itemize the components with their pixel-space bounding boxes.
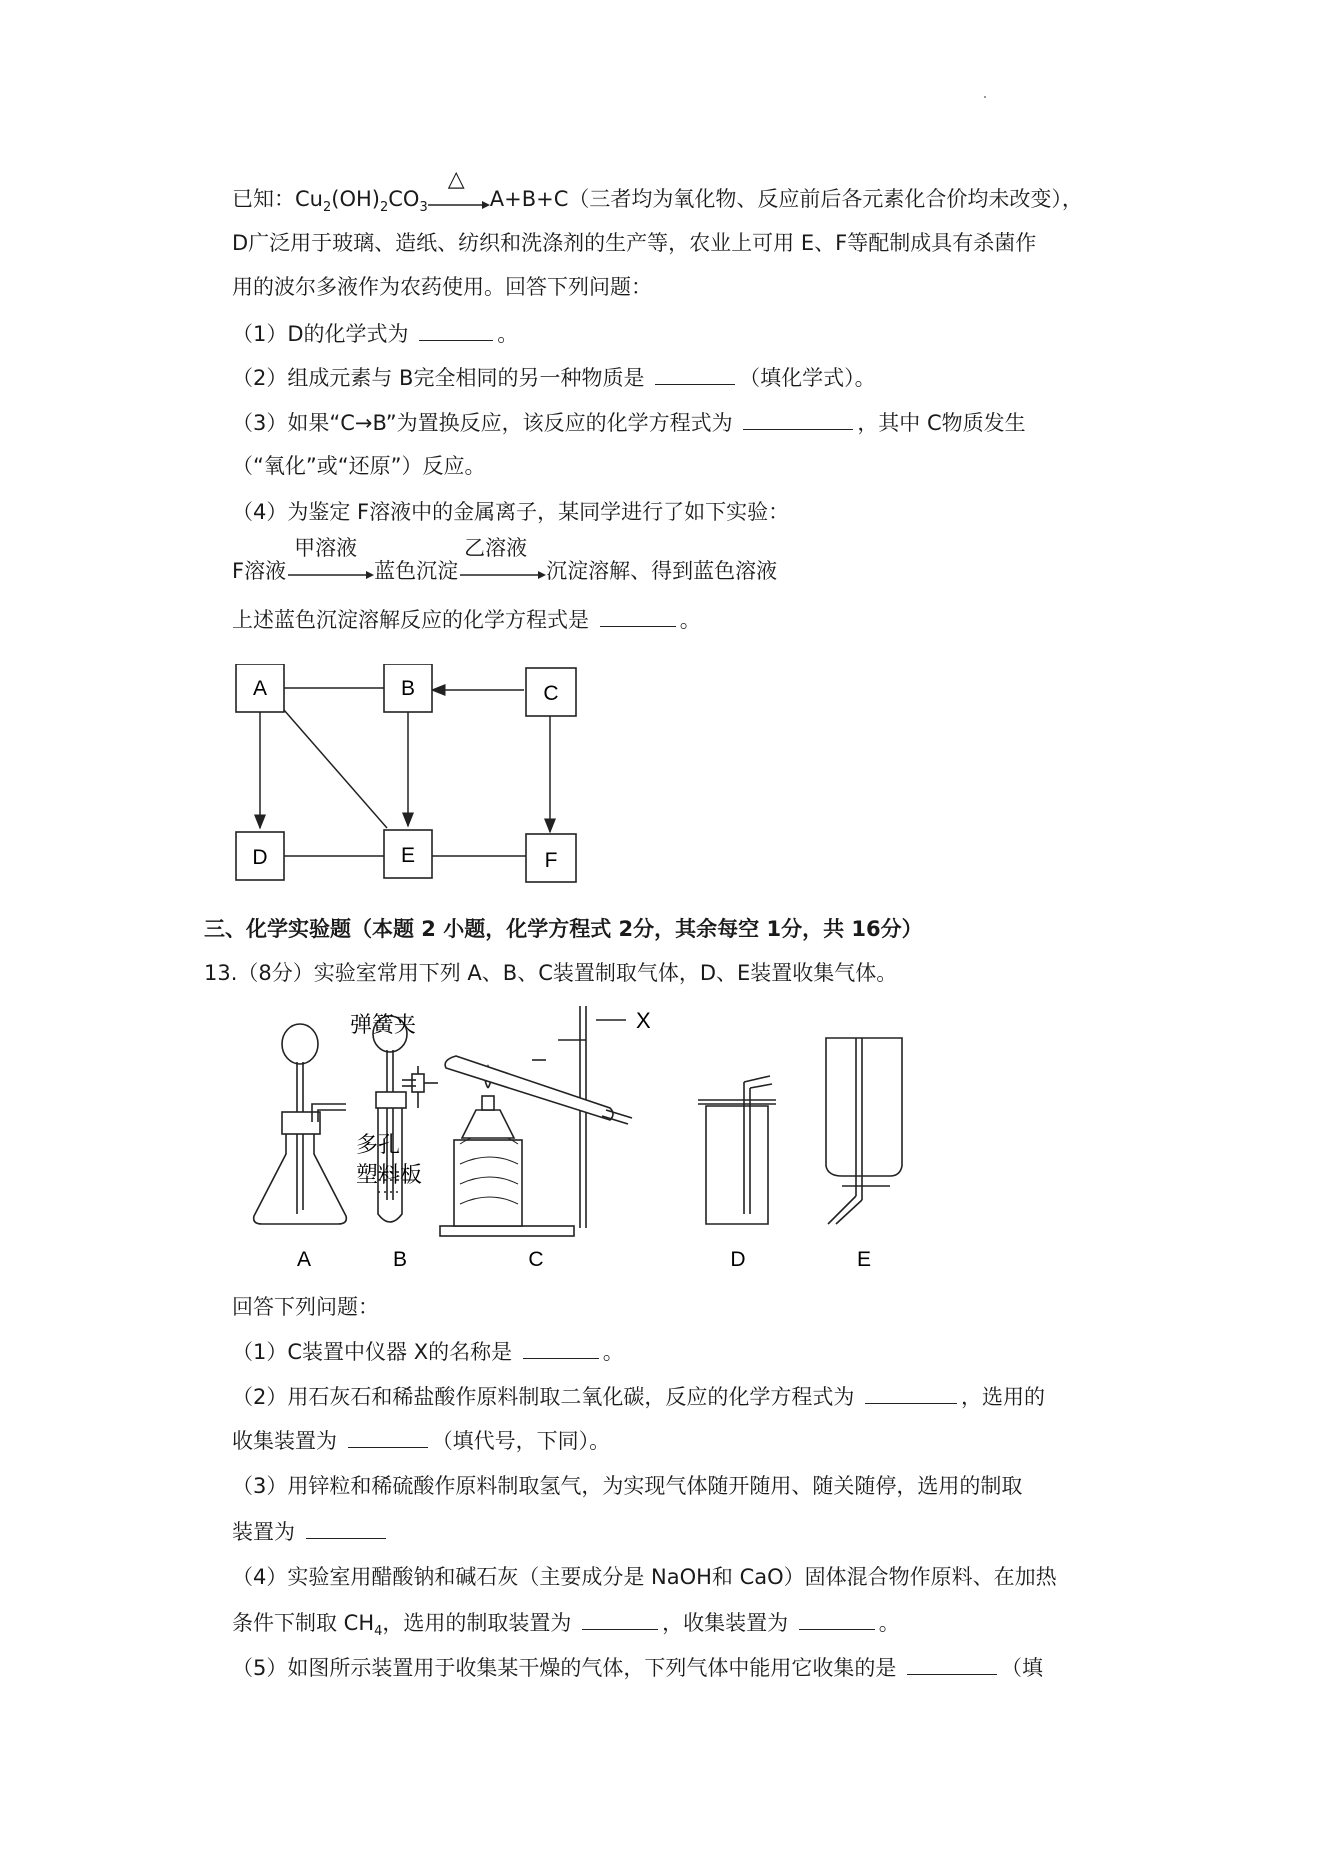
answer-blank[interactable]	[600, 604, 676, 627]
apparatus-e	[826, 1038, 902, 1224]
q13-part3-cont-text: 装置为	[232, 1520, 302, 1544]
apparatus-b	[373, 1016, 438, 1222]
q12-part4-tail-text: 上述蓝色沉淀溶解反应的化学方程式是	[232, 608, 596, 632]
q12-part3-mid: ，其中 C物质发生	[857, 411, 1026, 435]
q13-part5-text: （5）如图所示装置用于收集某干燥的气体，下列气体中能用它收集的是	[232, 1656, 904, 1680]
apparatus-figure	[250, 1004, 930, 1274]
q12-part2	[232, 362, 876, 393]
answer-blank[interactable]	[419, 318, 493, 341]
q12-part3-cont: （“氧化”或“还原”）反应。	[232, 454, 486, 478]
q12-part1	[232, 318, 518, 349]
intro-line-3: 用的波尔多液作为农药使用。回答下列问题：	[232, 275, 652, 299]
apparatus-label-b: B	[392, 1248, 408, 1271]
q12-part1-end: 。	[497, 322, 519, 346]
q13-part1-text: （1）C装置中仪器 X的名称是	[232, 1340, 519, 1364]
answer-blank[interactable]	[743, 407, 853, 430]
q13-part2	[232, 1381, 1045, 1412]
q13-part4-collect: ，收集装置为	[662, 1611, 795, 1635]
section-3-heading: 三、化学实验题（本题 2 小题，化学方程式 2分，其余每空 1分，共 16分）	[204, 917, 923, 941]
apparatus-c	[440, 1006, 632, 1236]
label-porous-1: 多孔	[356, 1132, 401, 1157]
box-c	[526, 668, 576, 716]
formula-oh: (OH)	[331, 187, 380, 211]
q13-answer-prompt: 回答下列问题：	[232, 1295, 379, 1319]
q12-part4: （4）为鉴定 F溶液中的金属离子，某同学进行了如下实验：	[232, 500, 790, 524]
answer-blank[interactable]	[799, 1607, 875, 1630]
q13-part5	[232, 1652, 1043, 1683]
q13-part1-end: 。	[602, 1340, 624, 1364]
box-b-label: B	[400, 677, 416, 700]
reagent-1: 甲溶液	[294, 536, 358, 560]
flow-arrow-1	[286, 536, 374, 583]
flow-end: 沉淀溶解、得到蓝色溶液	[546, 559, 778, 583]
formula-sub: 3	[419, 200, 428, 216]
label-x: X	[636, 1008, 651, 1033]
flow-start: F溶液	[232, 559, 287, 583]
answer-blank[interactable]	[865, 1381, 957, 1404]
box-a	[236, 664, 284, 712]
arrow-icon	[458, 561, 546, 583]
arrow-icon	[428, 189, 490, 211]
box-f-label: F	[544, 849, 558, 872]
q12-part2-end: （填化学式）。	[739, 366, 876, 390]
q13-part2-cont-text: 收集装置为	[232, 1429, 344, 1453]
apparatus-label-c: C	[528, 1248, 544, 1271]
box-d	[236, 832, 284, 880]
q12-part1-text: （1）D的化学式为	[232, 322, 416, 346]
reaction-arrow	[428, 167, 490, 211]
q12-part3-text: （3）如果“C→B”为置换反应，该反应的化学方程式为	[232, 411, 740, 435]
q13-part3: （3）用锌粒和稀硫酸作原料制取氢气，为实现气体随开随用、随关随停，选用的制取	[232, 1474, 1023, 1498]
q13-part1	[232, 1336, 624, 1367]
apparatus-a	[254, 1024, 347, 1224]
reagent-2: 乙溶液	[464, 536, 528, 560]
flow-line	[232, 536, 778, 586]
q13-part2-mid: ，选用的	[961, 1385, 1046, 1409]
q13-part3-cont	[232, 1516, 390, 1547]
flow-arrow-2	[458, 536, 546, 583]
q13-stem: 13.（8分）实验室常用下列 A、B、C装置制取气体，D、E装置收集气体。	[204, 961, 898, 985]
formula-sub: 2	[322, 200, 332, 216]
link-a-e	[284, 710, 387, 828]
apparatus-label-a: A	[296, 1248, 312, 1271]
answer-blank[interactable]	[582, 1607, 658, 1630]
q13-part2-cont-end: （填代号，下同）。	[431, 1429, 611, 1453]
q13-part4: （4）实验室用醋酸钠和碱石灰（主要成分是 NaOH和 CaO）固体混合物作原料、在加热	[232, 1565, 1057, 1589]
q13-part4-cont	[232, 1607, 900, 1647]
label-spring-clip: 弹簧夹	[350, 1012, 417, 1037]
formula-co: CO	[388, 187, 420, 211]
box-c-label: C	[543, 682, 559, 705]
q13-part2-text: （2）用石灰石和稀盐酸作原料制取二氧化碳，反应的化学方程式为	[232, 1385, 862, 1409]
intro-line-2: D广泛用于玻璃、造纸、纺织和洗涤剂的生产等，农业上可用 E、F等配制成具有杀菌作	[232, 231, 1037, 255]
q13-part4-ch: 条件下制取 CH	[232, 1611, 375, 1635]
answer-blank[interactable]	[655, 362, 735, 385]
q13-part2-cont	[232, 1425, 610, 1456]
answer-blank[interactable]	[523, 1336, 599, 1359]
answer-blank[interactable]	[306, 1516, 386, 1539]
answer-blank[interactable]	[348, 1425, 428, 1448]
answer-blank[interactable]	[907, 1652, 997, 1675]
relation-diagram	[230, 664, 630, 894]
heat-symbol: △	[447, 167, 465, 192]
box-f	[526, 834, 576, 882]
flow-mid: 蓝色沉淀	[374, 559, 459, 583]
q12-part3	[232, 407, 1026, 438]
known-products: A+B+C（三者均为氧化物、反应前后各元素化合价均未改变），	[489, 187, 1083, 211]
box-a-label: A	[252, 677, 268, 700]
known-line	[232, 167, 1083, 223]
q13-part4-prep: ，选用的制取装置为	[382, 1611, 579, 1635]
q13-part4-end: 。	[878, 1611, 900, 1635]
scan-dot	[984, 96, 986, 98]
formula-sub: 2	[379, 200, 389, 216]
box-d-label: D	[252, 846, 268, 869]
apparatus-label-d: D	[730, 1248, 746, 1271]
label-porous-2: 塑料板	[356, 1162, 423, 1187]
q12-part4-tail-end: 。	[679, 608, 701, 632]
q12-part2-text: （2）组成元素与 B完全相同的另一种物质是	[232, 366, 652, 390]
q13-part5-end: （填	[1001, 1656, 1044, 1680]
apparatus-d	[698, 1076, 776, 1224]
box-e-label: E	[400, 844, 416, 867]
formula-sub: 4	[374, 1624, 383, 1640]
box-b	[384, 664, 432, 712]
apparatus-label-e: E	[856, 1248, 872, 1271]
known-prefix: 已知：	[232, 187, 295, 211]
formula-cu: Cu	[295, 187, 323, 211]
box-e	[384, 830, 432, 878]
arrow-icon	[286, 561, 374, 583]
q12-part4-tail	[232, 604, 701, 635]
